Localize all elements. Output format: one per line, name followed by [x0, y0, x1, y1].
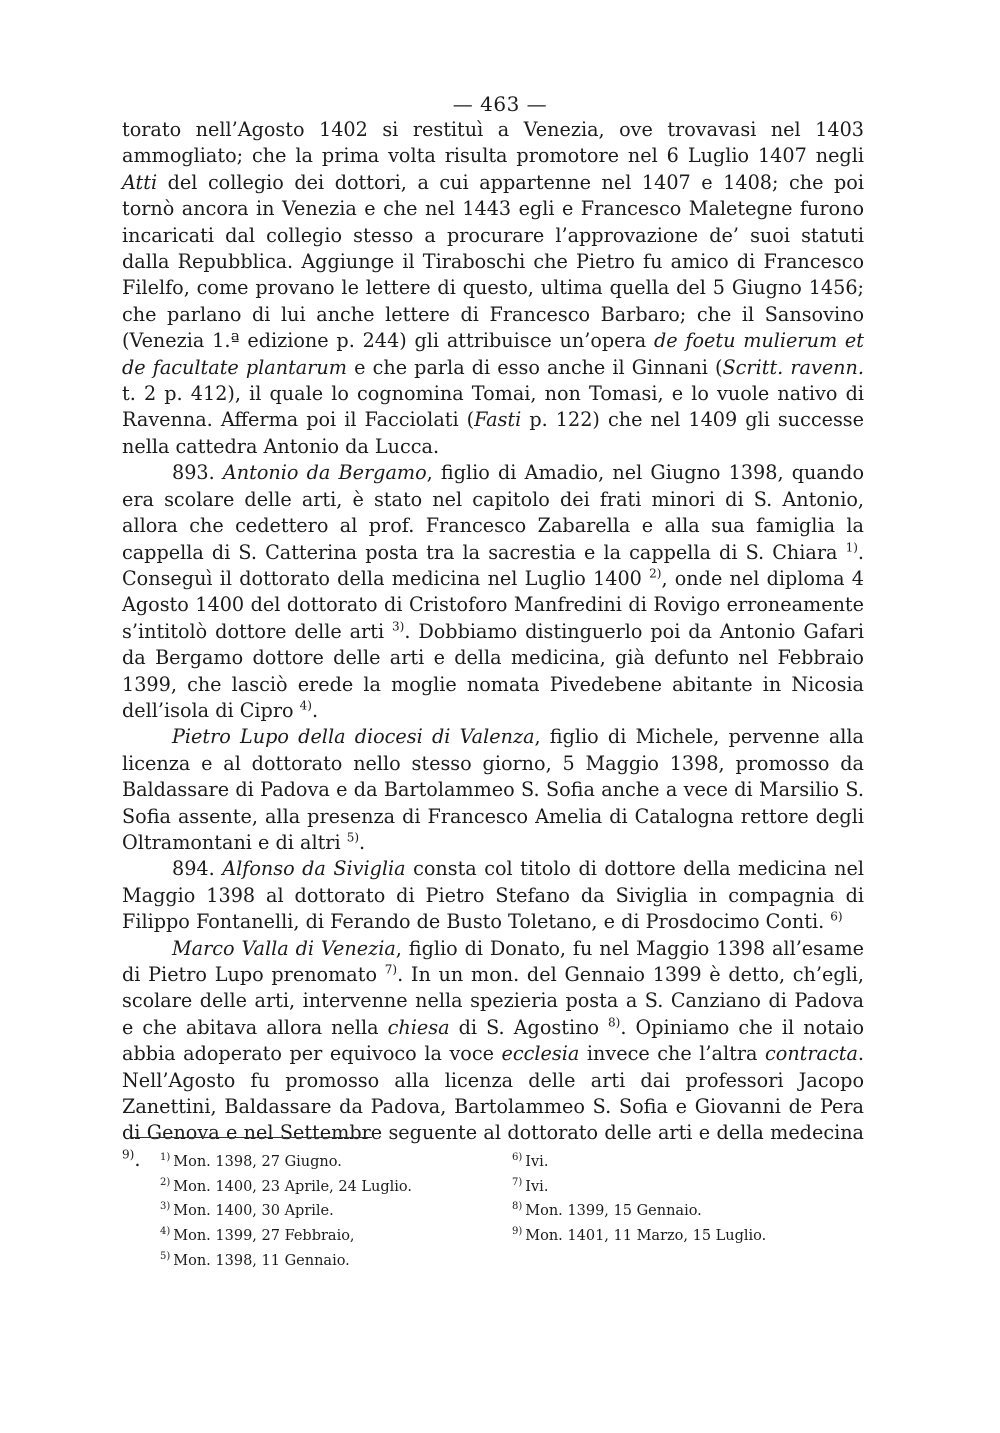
- footnote-text: Mon. 1399, 27 Febbraio,: [173, 1227, 355, 1244]
- footnote: [160, 1247, 480, 1272]
- footnote-number: 9): [512, 1225, 523, 1237]
- footnote-ref: 7): [384, 962, 398, 977]
- footnote-number: 4): [160, 1225, 171, 1237]
- text-run: . Conseguì il dottorato della medicina nel Luglio 1400: [122, 540, 864, 590]
- paragraph: [122, 117, 864, 460]
- footnote: [512, 1197, 832, 1222]
- footnote-text: Mon. 1400, 30 Aprile.: [173, 1203, 334, 1220]
- main-text: [122, 117, 864, 1173]
- italic-text: Pietro Lupo della diocesi di Valenza: [172, 725, 535, 749]
- italic-text: Fasti: [474, 408, 522, 432]
- italic-text: chiesa: [387, 1015, 450, 1039]
- footnote-ref: 3): [392, 619, 405, 634]
- text-run: .: [134, 1147, 141, 1171]
- text-run: del collegio dei dottori, a cui appartenne nel 1407 e 1408; che poi tornò ancora in Venezia e che nel 1443 egli e Francesco Maletegne furono incaricati dal collegio stesso a procurare l’approvazione de’ suoi statuti dalla Repubblica. Aggiunge il Tiraboschi che Pietro fu amico di Francesco Filelfo, come provano le lettere di questo, ultima quella del 5 Giugno 1456; che parlano di lui anche lettere di Francesco Barbaro; che il Sansovino (Venezia 1.ª edizione p. 244) gli attribuisce un’opera: [122, 170, 864, 353]
- text-run: . Opiniamo che il notaio abbia adoperato per equivoco la voce: [122, 1015, 864, 1066]
- text-run: . In un mon. del Gennaio 1399 è detto, ch’egli, scolare delle arti, intervenne nella spezieria posta a S. Canziano di Padova e che abitava allora nella: [122, 963, 864, 1039]
- italic-text: de foetu mulierum et de facultate plantarum: [122, 329, 864, 379]
- footnote-text: Ivi.: [525, 1153, 549, 1170]
- footnote: [160, 1148, 480, 1173]
- italic-text: Atti: [122, 170, 158, 194]
- footnote-text: Mon. 1398, 11 Gennaio.: [173, 1252, 350, 1269]
- italic-text: Marco Valla di Venezia: [172, 936, 396, 960]
- text-run: . Nell’Agosto fu promosso alla licenza delle arti dai professori Jacopo Zanettini, Baldassare da Padova, Bartolammeo S. Sofia e Giovanni de Pera di Genova e nel Settembre seguente al dottorato delle arti e della medecina: [122, 1042, 864, 1145]
- footnote-ref: 5): [346, 830, 360, 845]
- footnote-ref: 6): [830, 909, 843, 924]
- footnote-text: Ivi.: [525, 1178, 549, 1195]
- footnote-number: 5): [160, 1250, 171, 1262]
- footnote-text: Mon. 1401, 11 Marzo, 15 Luglio.: [525, 1227, 767, 1244]
- footnote-ref: 2): [649, 566, 662, 581]
- text-run: .: [312, 698, 319, 722]
- text-run: , figlio di Michele, pervenne alla licenza e al dottorato nello stesso giorno, 5 Maggio 1398, promosso da Baldassare di Padova e da Bartolammeo S. Sofia anche a vece di Marsilio S. Sofia assente, alla presenza di Francesco Amelia di Catalogna rettore degli Oltramontani e di altri: [122, 725, 864, 854]
- footnote-separator: [132, 1137, 372, 1138]
- page-number: — 463 —: [452, 92, 548, 116]
- text-run: 893.: [172, 461, 223, 485]
- footnote-text: Mon. 1398, 27 Giugno.: [173, 1153, 342, 1170]
- italic-text: contracta: [765, 1042, 858, 1066]
- text-run: t. 2 p. 412), il quale lo cognomina Tomai, non Tomasi, e lo vuole nativo di Ravenna. Afferma poi il Facciolati (: [122, 382, 864, 432]
- footnote-number: 1): [160, 1152, 171, 1163]
- text-run: invece che l’altra: [579, 1042, 766, 1066]
- footnotes-left-column: [160, 1148, 480, 1271]
- footnote: [160, 1173, 480, 1198]
- text-run: p. 122) che nel 1409 gli successe nella cattedra Antonio da Lucca.: [122, 408, 864, 458]
- footnote-number: 7): [512, 1176, 523, 1188]
- text-run: e che parla di esso anche il Ginnani (: [346, 355, 723, 379]
- footnote: [512, 1173, 832, 1198]
- footnote-ref: 4): [299, 698, 312, 713]
- footnote: [512, 1222, 832, 1247]
- text-run: , figlio di Amadio, nel Giugno 1398, quando era scolare delle arti, è stato nel capitolo dei frati minori di S. Antonio, allora che cedettero al prof. Francesco Zabarella e alla sua famiglia la cappella di S. Catterina posta tra la sacrestia e la cappella di S. Chiara: [122, 461, 864, 564]
- text-run: . Dobbiamo distinguerlo poi da Antonio Gafari da Bergamo dottore delle arti e della medicina, già defunto nel Febbraio 1399, che lasciò erede la moglie nomata Pivedebene abitante in Nicosia dell’isola di Cipro: [122, 619, 864, 722]
- italic-text: Scritt. ravenn.: [722, 355, 864, 379]
- text-run: torato nell’Agosto 1402 si restituì a Venezia, ove trovavasi nel 1403 ammogliato; che la prima volta risulta promotore nel 6 Luglio 1407 negli: [122, 118, 864, 168]
- footnote-number: 3): [160, 1201, 171, 1213]
- paragraph: [122, 724, 864, 856]
- italic-text: Alfonso da Siviglia: [222, 857, 406, 881]
- text-run: di S. Agostino: [449, 1015, 609, 1039]
- footnote: [512, 1148, 832, 1173]
- footnote-number: 2): [160, 1176, 171, 1188]
- text-run: 894.: [172, 857, 223, 881]
- footnote: [160, 1222, 480, 1247]
- footnote-ref: 8): [608, 1015, 621, 1030]
- text-run: .: [359, 830, 366, 854]
- footnote-ref: 9): [122, 1147, 135, 1162]
- footnote-number: 8): [512, 1201, 523, 1213]
- text-run: , figlio di Donato, fu nel Maggio 1398 all’esame di Pietro Lupo prenomato: [122, 936, 864, 986]
- footnote-text: Mon. 1400, 23 Aprile, 24 Luglio.: [173, 1178, 413, 1195]
- footnotes-right-column: [512, 1148, 832, 1247]
- footnote-ref: 1): [845, 540, 858, 555]
- text-run: consta col titolo di dottore della medicina nel Maggio 1398 al dottorato di Pietro Stefano da Siviglia in compagnia di Filippo Fontanelli, di Ferando de Busto Toletano, e di Prosdocimo Conti.: [122, 857, 865, 934]
- footnote-number: 6): [512, 1152, 523, 1163]
- paragraph: [122, 460, 864, 724]
- paragraph: [122, 856, 864, 935]
- footnote: [160, 1197, 480, 1222]
- italic-text: Antonio da Bergamo: [222, 461, 427, 485]
- footnote-text: Mon. 1399, 15 Gennaio.: [525, 1203, 702, 1220]
- text-run: , onde nel diploma 4 Agosto 1400 del dottorato di Cristoforo Manfredini di Rovigo erroneamente s’intitolò dottore delle arti: [122, 566, 865, 643]
- italic-text: ecclesia: [501, 1042, 580, 1066]
